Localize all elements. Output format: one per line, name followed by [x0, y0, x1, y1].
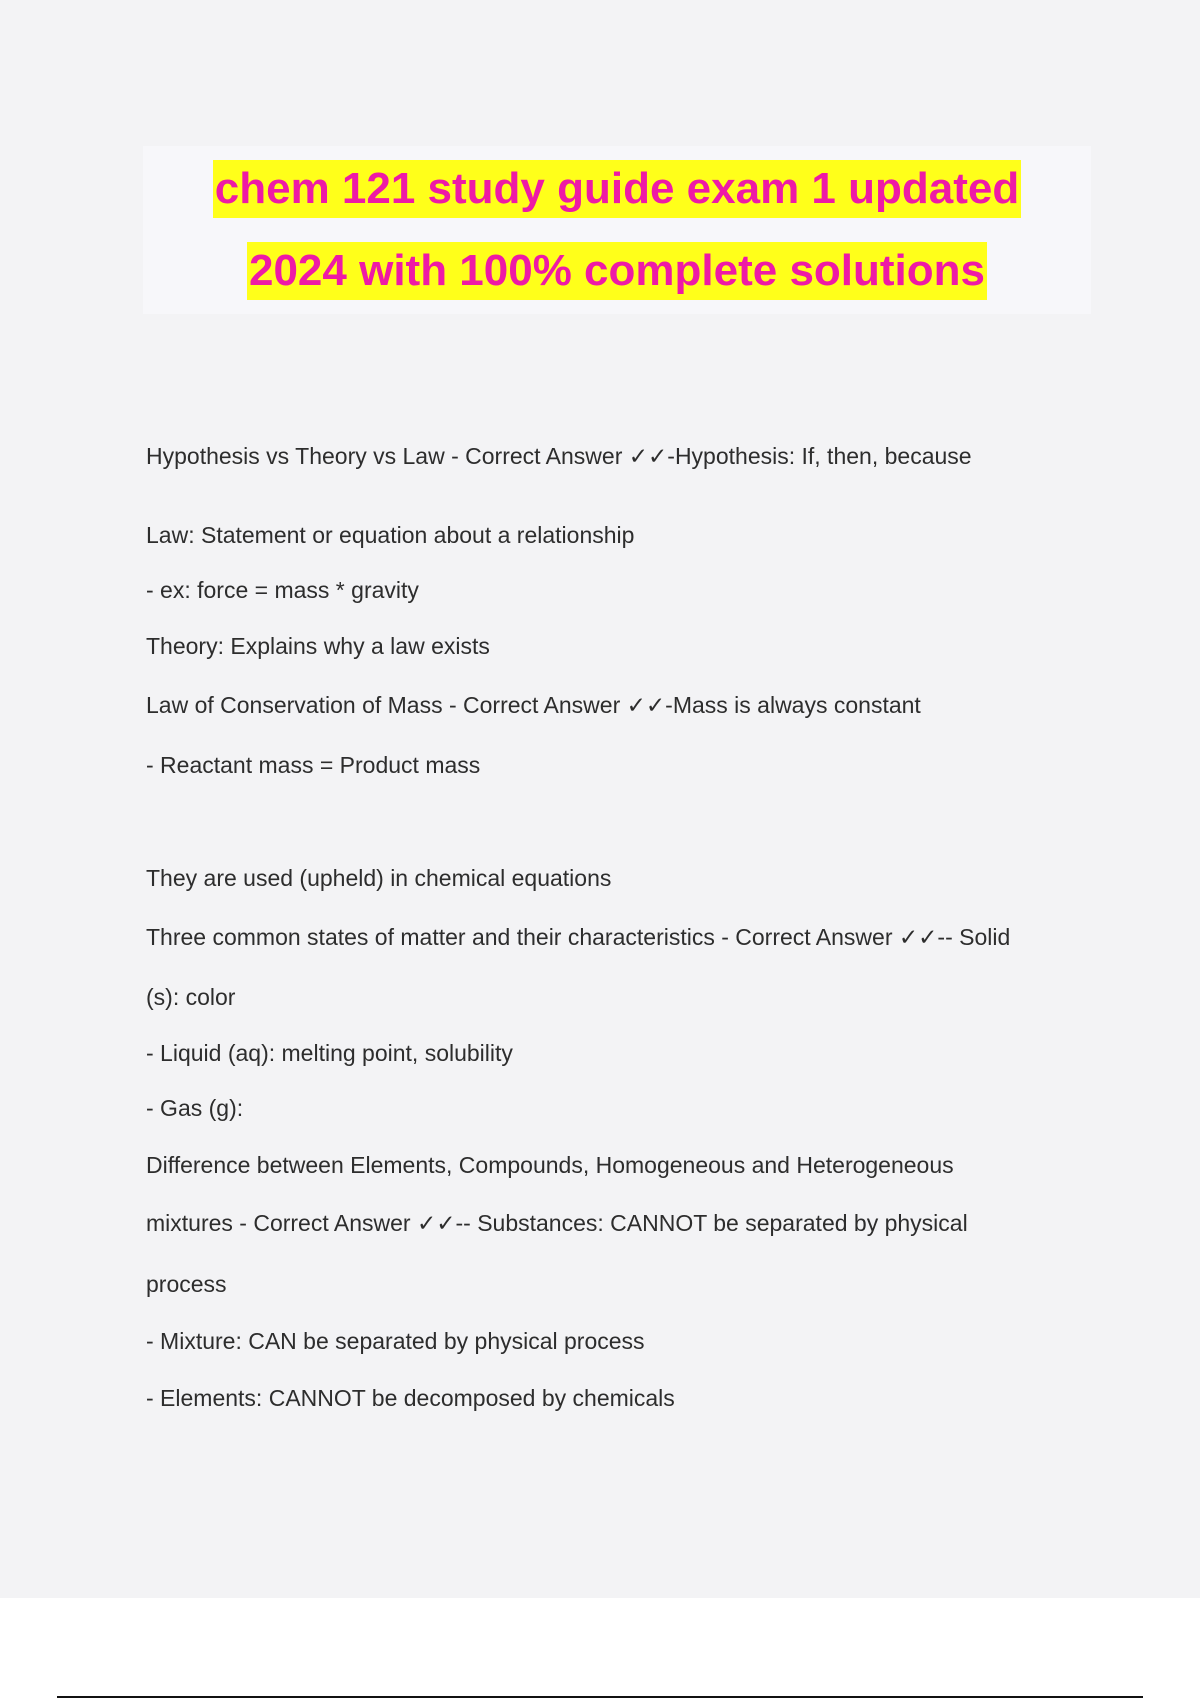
text-line: Difference between Elements, Compounds, Homogeneous and Heterogeneous — [146, 1152, 954, 1178]
text-line: mixtures - Correct Answer ✓✓-- Substances: CANNOT be separated by physical — [146, 1210, 968, 1236]
text-line: - Mixture: CAN be separated by physical process — [146, 1328, 645, 1354]
text-line: Hypothesis vs Theory vs Law - Correct Answer ✓✓-Hypothesis: If, then, because — [146, 443, 972, 469]
text-line: - Liquid (aq): melting point, solubility — [146, 1040, 513, 1066]
text-line: - Elements: CANNOT be decomposed by chemicals — [146, 1385, 675, 1411]
text-line: (s): color — [146, 984, 236, 1010]
text-line: They are used (upheld) in chemical equations — [146, 865, 612, 891]
footer-rule — [57, 1696, 1143, 1698]
text-line: Theory: Explains why a law exists — [146, 633, 490, 659]
text-line: Law: Statement or equation about a relationship — [146, 522, 635, 548]
text-line: Three common states of matter and their characteristics - Correct Answer ✓✓-- Solid — [146, 924, 1011, 950]
title-line-2: 2024 with 100% complete solutions — [247, 242, 987, 300]
text-line: - ex: force = mass * gravity — [146, 577, 419, 603]
title-line-1: chem 121 study guide exam 1 updated — [213, 160, 1021, 218]
title-block — [143, 146, 1091, 314]
text-line: process — [146, 1271, 227, 1297]
text-line: Law of Conservation of Mass - Correct Answer ✓✓-Mass is always constant — [146, 692, 921, 718]
text-line: - Gas (g): — [146, 1095, 244, 1121]
text-line: - Reactant mass = Product mass — [146, 752, 481, 778]
